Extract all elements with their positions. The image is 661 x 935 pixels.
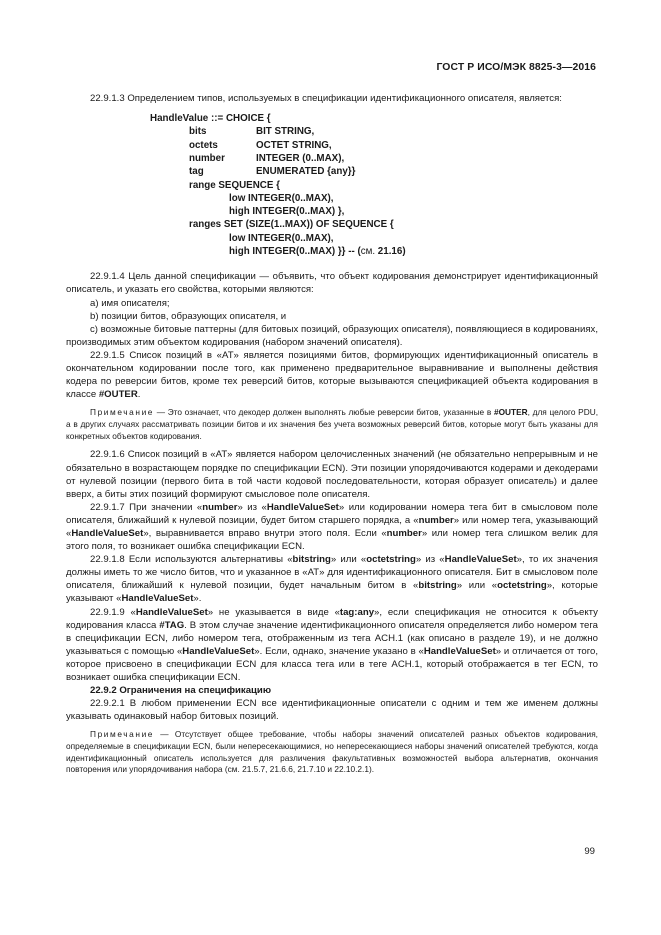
text-run: » или « bbox=[330, 554, 367, 566]
text-run: », если спецификация не относится к объекту кодирования класса bbox=[66, 606, 598, 631]
bold-term: HandleValueSet bbox=[135, 606, 208, 618]
code-field-type: OCTET STRING, bbox=[256, 139, 332, 151]
note-label: Примечание bbox=[90, 407, 155, 418]
bold-term: octetstring bbox=[366, 554, 416, 566]
text-run: , для целого PDU, а в других случаях рассматривать позиции битов и их значения без учета возможных реверсий битов, которые могут быть указаны для конкретных объектов кодирования. bbox=[66, 407, 599, 441]
bold-term: HandleValueSet bbox=[444, 554, 517, 566]
code-field-type: ENUMERATED {any}} bbox=[256, 166, 356, 178]
page-body bbox=[66, 92, 598, 782]
asn1-code-block bbox=[150, 112, 598, 258]
text-run: » из « bbox=[415, 554, 445, 566]
text-run: » или кодировании номера тега бит в смысловом поле описателя, ближайший к нулевой позиции, будет битом старшего порядка, а « bbox=[66, 501, 598, 526]
text-run: 22.9.1.8 Если используются альтернативы « bbox=[90, 554, 293, 566]
code-field-type: BIT STRING, bbox=[256, 126, 315, 138]
text-run: . bbox=[137, 389, 141, 401]
section-heading-22-9-2: 22.9.2 Ограничения на спецификацию bbox=[90, 685, 272, 697]
code-reference: 21.16) bbox=[375, 246, 406, 258]
code-line bbox=[150, 152, 598, 165]
text-run: » не указывается в виде « bbox=[207, 606, 340, 618]
text-run: . В этом случае значение идентификационного описателя определяется либо номером тега в спецификации ECN, либо номером тега, отображенным из тега ACH.1 (как описано в разделе 19), и не должно указываться с помощью « bbox=[66, 619, 599, 657]
code-line: ranges SET (SIZE(1..MAX)) OF SEQUENCE { bbox=[189, 219, 394, 231]
note-2 bbox=[66, 729, 598, 776]
code-line: HandleValue ::= CHOICE { bbox=[150, 113, 271, 125]
text-run: » или номер тега слишком велик для этого поля, то возникает ошибка спецификации ECN. bbox=[66, 527, 598, 553]
paragraph-22-9-1-7 bbox=[66, 501, 598, 553]
bold-term: bitstring bbox=[292, 554, 331, 566]
note-label: Примечание bbox=[90, 729, 155, 740]
bold-term: HandleValueSet bbox=[121, 593, 194, 605]
text-run: » и отличается от того, которое присвоено в спецификации ECN для класса тега или в теге ACH.1, который отображается в тег ECN, то возникает ошибка спецификации ECN. bbox=[66, 645, 598, 683]
code-line: low INTEGER(0..MAX), bbox=[229, 192, 334, 204]
code-field-type: INTEGER (0..MAX), bbox=[256, 152, 345, 164]
bold-term: number bbox=[202, 501, 238, 513]
code-line bbox=[150, 165, 598, 178]
paragraph-22-9-1-5 bbox=[66, 349, 598, 401]
paragraph-22-9-1-9 bbox=[66, 606, 598, 685]
text-run: ». bbox=[193, 593, 202, 605]
text-run: », то их значения должны иметь то же число битов, что и указанное в «AT» для идентификационного описателя. Бит в смысловом поле описателя, ближайший к нулевой позиции, будет начальным битом в « bbox=[66, 554, 598, 592]
text-run: — Это означает, что декодер должен выполнять любые реверсии битов, указанные в bbox=[154, 407, 494, 418]
text-run: 22.9.1.5 Список позиций в «AT» является позициями битов, формирующих идентификационный описатель в окончательном кодировании после того, как применено предварительное выравнивание и выполнены действия кодера по реверсии битов, кроме тех реверсий битов, которые вызываются спецификацией объекта кодирования в классе bbox=[66, 349, 598, 401]
list-item-b: b) позиции битов, образующих описателя, и bbox=[90, 310, 287, 322]
code-line bbox=[150, 139, 598, 152]
page-number: 99 bbox=[584, 846, 595, 857]
bold-term: HandleValueSet bbox=[266, 501, 339, 513]
text-run: », выравнивается вправо внутри этого поля. Если « bbox=[143, 527, 387, 539]
bold-term: octetstring bbox=[497, 580, 547, 592]
paragraph-22-9-1-6: 22.9.1.6 Список позиций в «AT» является набором целочисленных значений (не обязательно непрерывным и не обязательно в возрастающем порядке по спецификации ECN). Эти позиции упорядочиваются кодерами и декодерами от нулевой позиции (первого бита в той части кодовой последовательности, которая образует описатель) и далее вверх, а биты этих позиций формируют смысловое поле описателя. bbox=[66, 449, 598, 500]
text-run: 22.9.1.7 При значении « bbox=[90, 501, 203, 513]
code-field-name: tag bbox=[189, 166, 204, 178]
note-1 bbox=[66, 407, 598, 442]
text-run: », которые указывают « bbox=[66, 580, 598, 605]
bold-term: number bbox=[386, 527, 422, 539]
code-line: low INTEGER(0..MAX), bbox=[229, 232, 334, 244]
code-line: high INTEGER(0..MAX) }, bbox=[229, 206, 345, 218]
text-run: » или « bbox=[456, 580, 498, 592]
bold-term: HandleValueSet bbox=[182, 645, 255, 657]
bold-term: bitstring bbox=[418, 580, 457, 592]
text-run: » или номер тега, указывающий « bbox=[66, 514, 599, 539]
code-line bbox=[150, 125, 598, 138]
standard-header: ГОСТ Р ИСО/МЭК 8825-3—2016 bbox=[436, 62, 596, 73]
code-line bbox=[150, 245, 598, 258]
paragraph-22-9-1-8 bbox=[66, 553, 598, 605]
code-field-name: octets bbox=[189, 139, 218, 151]
code-line: range SEQUENCE { bbox=[189, 179, 280, 191]
paragraph-22-9-1-4: 22.9.1.4 Цель данной спецификации — объявить, что объект кодирования демонстрирует идентификационный описатель, и указать его свойства, которыми являются: bbox=[66, 271, 598, 296]
bold-term: #OUTER bbox=[98, 389, 138, 401]
text-run: 22.9.1.9 « bbox=[90, 606, 136, 618]
bold-term: number bbox=[418, 514, 454, 526]
code-text: high INTEGER(0..MAX) }} -- ( bbox=[229, 246, 361, 258]
bold-term: HandleValueSet bbox=[71, 527, 144, 539]
bold-term: HandleValueSet bbox=[423, 645, 496, 657]
bold-term: #TAG bbox=[159, 619, 185, 631]
bold-term: #OUTER bbox=[493, 407, 528, 418]
code-field-name: bits bbox=[189, 126, 207, 138]
list-item-c: c) возможные битовые паттерны (для битовых позиций, образующих описателя), появляющиеся в кодированиях, производимых этим объектом кодирования (набором значений описателя). bbox=[66, 323, 598, 348]
paragraph-22-9-1-3: 22.9.1.3 Определением типов, используемых в спецификации идентификационного описателя, является: bbox=[90, 93, 562, 104]
list-item-a: a) имя описателя; bbox=[90, 297, 170, 309]
text-run: ». Если, однако, значение указано в « bbox=[254, 645, 424, 657]
bold-term: tag:any bbox=[339, 606, 375, 618]
code-comment-text: см. bbox=[360, 246, 376, 258]
text-run: » из « bbox=[237, 501, 267, 513]
paragraph-22-9-2-1: 22.9.2.1 В любом применении ECN все идентификационные описатели с одним и тем же именем должны указывать одинаковый набор битовых позиций. bbox=[66, 698, 598, 723]
text-run: — Отсутствует общее требование, чтобы наборы значений описателей разных объектов кодирования, определяемые в спецификации ECN, были непересекающимися, но непересекающиеся наборы значений описателей требуются, когда идентификационный описатель используется для различения факультативных возможностей выбора альтернатив, окончания повторения или упорядочивания набора (см. 21.5.7, 21.6.6, 21.7.10 и 22.10.2.1). bbox=[66, 729, 598, 775]
code-field-name: number bbox=[189, 152, 225, 164]
